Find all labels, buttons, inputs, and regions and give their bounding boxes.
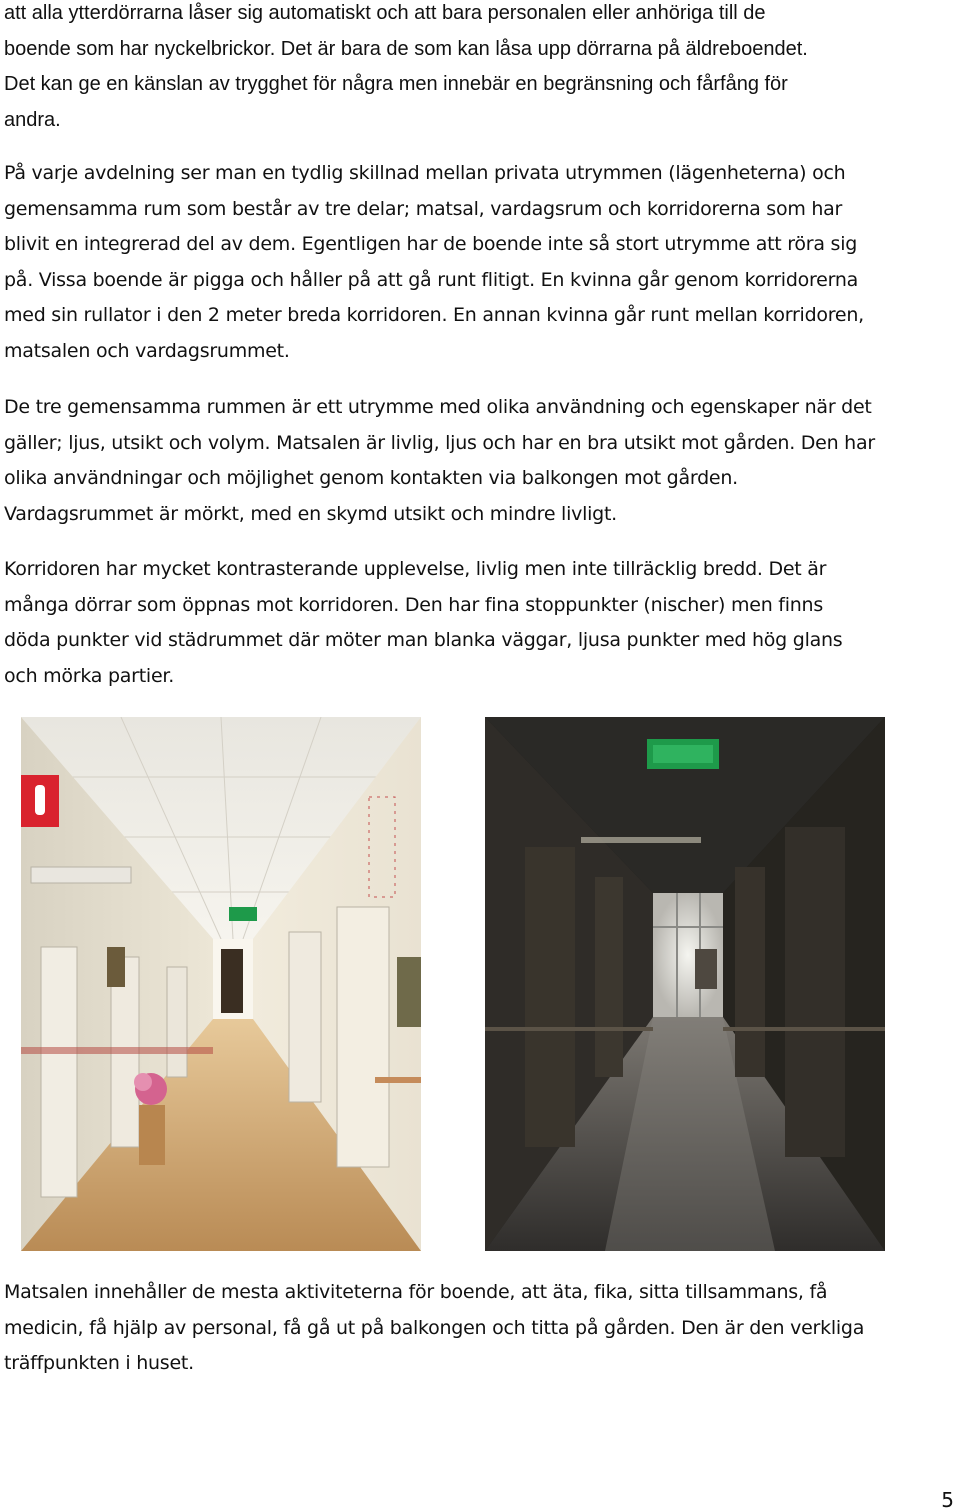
text-line: att alla ytterdörrarna låser sig automatiskt och att bara personalen eller anhöriga till de <box>4 2 766 24</box>
text-line: olika användningar och möjlighet genom kontakten via balkongen mot gården. <box>4 467 738 489</box>
text-line: blivit en integrerad del av dem. Egentligen har de boende inte så stort utrymme att röra sig <box>4 233 858 255</box>
text-line: gemensamma rum som består av tre delar; matsal, vardagsrum och korridorerna som har <box>4 197 843 220</box>
text-line: många dörrar som öppnas mot korridoren. Den har fina stoppunkter (nischer) men finns <box>4 593 823 616</box>
text-line: träffpunkten i huset. <box>4 1352 194 1374</box>
page-number: 5 <box>941 1488 954 1512</box>
text-line: På varje avdelning ser man en tydlig skillnad mellan privata utrymmen (lägenheterna) och <box>4 162 846 184</box>
photo-bright-corridor <box>21 717 421 1251</box>
dark-corridor-illustration <box>485 717 885 1251</box>
text-line: på. Vissa boende är pigga och håller på att gå runt flitigt. En kvinna går genom korridorerna <box>4 268 859 291</box>
paragraph-corridor <box>4 552 956 694</box>
paragraph-intro-doors <box>4 0 956 138</box>
paragraph-dining-room <box>4 1275 956 1382</box>
text-line: boende som har nyckelbrickor. Det är bara de som kan låsa upp dörrarna på äldreboendet. <box>4 37 808 60</box>
text-line: gäller; ljus, utsikt och volym. Matsalen är livlig, ljus och har en bra utsikt mot gården. Den har <box>4 431 875 454</box>
text-line: De tre gemensamma rummen är ett utrymme med olika användning och egenskaper när det <box>4 396 872 418</box>
text-line: Vardagsrummet är mörkt, med en skymd utsikt och mindre livligt. <box>4 502 617 525</box>
exit-sign <box>229 907 257 921</box>
text-line: med sin rullator i den 2 meter breda korridoren. En annan kvinna går runt mellan korridoren, <box>4 304 864 326</box>
text-line: Det kan ge en känslan av trygghet för några men innebär en begränsning och fårfång för <box>4 73 788 95</box>
text-line: Matsalen innehåller de mesta aktiviteterna för boende, att äta, fika, sitta tillsammans, få <box>4 1281 828 1303</box>
text-line: och mörka partier. <box>4 664 174 687</box>
text-line: matsalen och vardagsrummet. <box>4 339 290 362</box>
text-line: andra. <box>4 108 61 131</box>
paragraph-departments <box>4 156 956 369</box>
text-line: medicin, få hjälp av personal, få gå ut på balkongen och titta på gården. Den är den verkliga <box>4 1316 865 1339</box>
text-line: döda punkter vid städrummet där möter man blanka väggar, ljusa punkter med hög glans <box>4 629 843 651</box>
paragraph-common-rooms <box>4 390 956 532</box>
text-line: Korridoren har mycket kontrasterande upplevelse, livlig men inte tillräcklig bredd. Det är <box>4 558 827 580</box>
photo-dark-corridor <box>485 717 885 1251</box>
bright-corridor-illustration <box>21 717 421 1251</box>
